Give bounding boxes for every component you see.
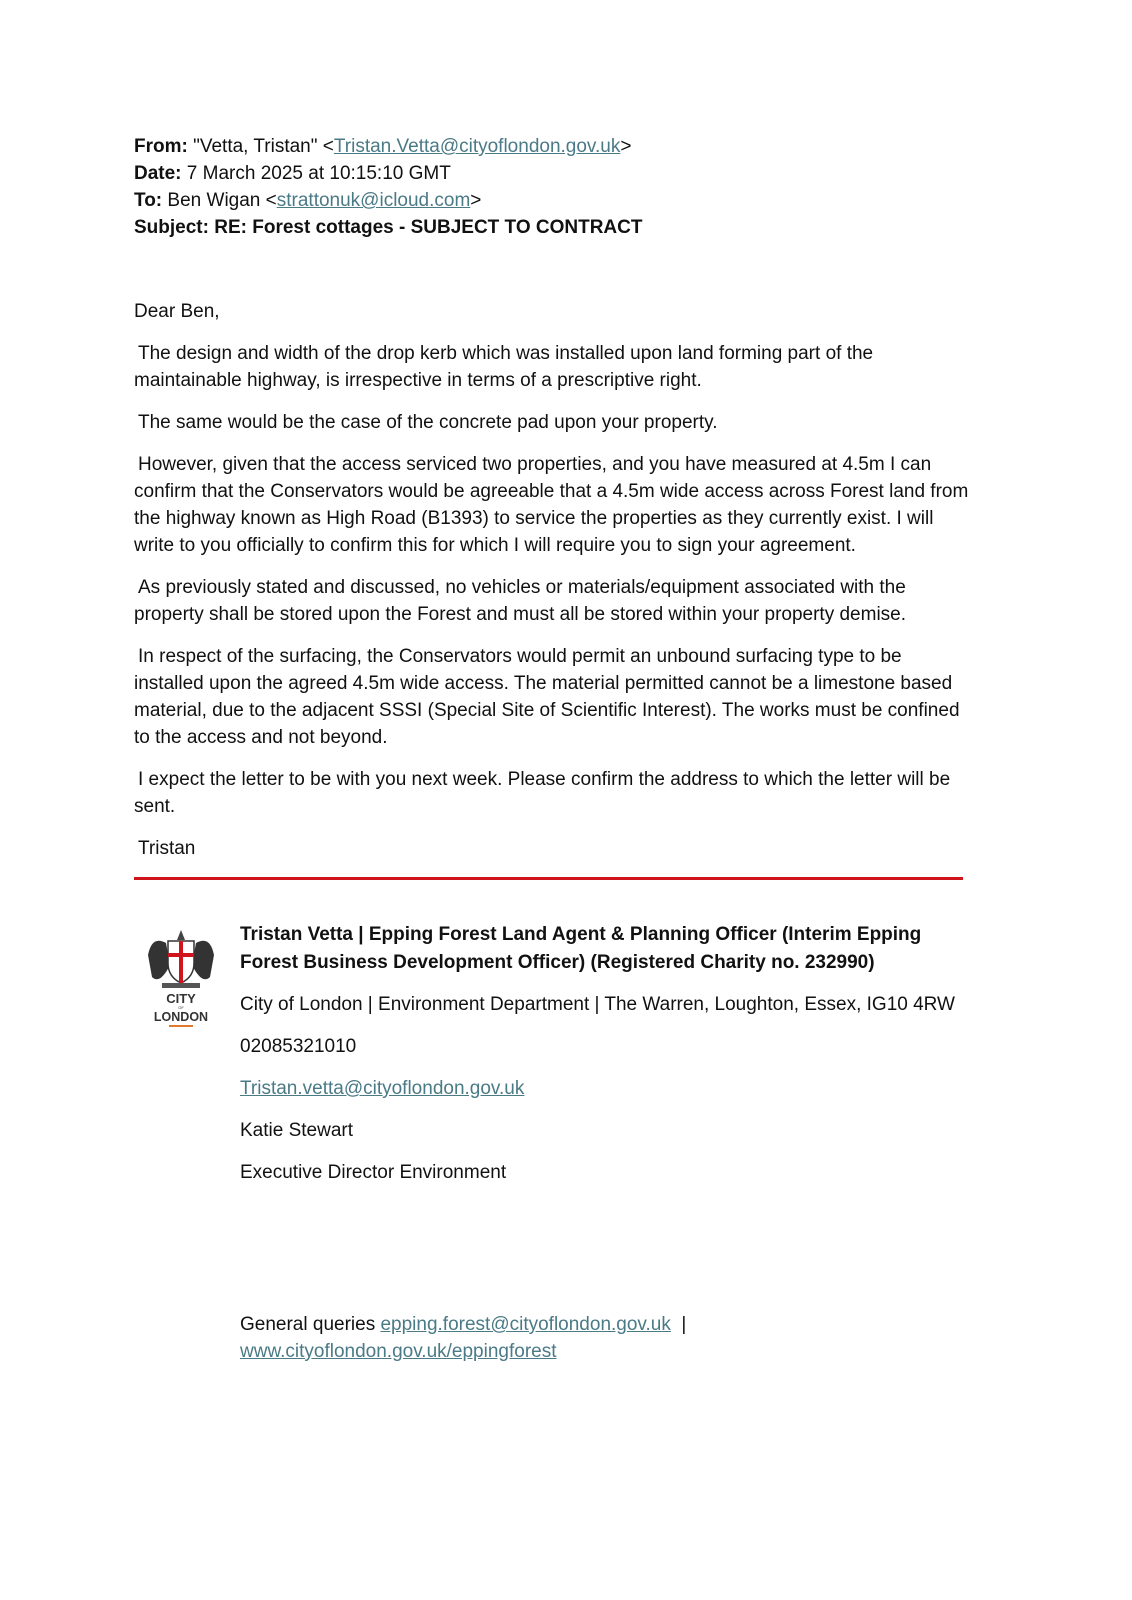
signature-address: City of London | Environment Department | The Warren, Loughton, Essex, IG10 4RW xyxy=(240,994,955,1015)
signature-email-link[interactable]: Tristan.vetta@cityoflondon.gov.uk xyxy=(240,1078,525,1099)
paragraph: The same would be the case of the concrete pad upon your property. xyxy=(138,412,718,433)
email-body xyxy=(134,298,974,877)
paragraph: In respect of the surfacing, the Conservators would permit an unbound surfacing type to be installed upon the agreed 4.5m wide access. The material permitted cannot be a limestone based material, due to the adjacent SSSI (Special Site of Scientific Interest). The works must be confined to the access and not beyond. xyxy=(134,646,960,748)
paragraph: However, given that the access serviced two properties, and you have measured at 4.5m I can confirm that the Conservators would be agreeable that a 4.5m wide access across Forest land from the highway known as High Road (B1393) to service the properties as they currently exist. I will write to you officially to confirm this for which I will require you to sign your agreement. xyxy=(134,454,969,556)
city-of-london-logo xyxy=(142,925,220,1035)
director-name: Katie Stewart xyxy=(240,1120,353,1141)
footer xyxy=(240,1311,960,1365)
email-header xyxy=(134,133,642,241)
signoff: Tristan xyxy=(138,838,196,859)
email-signature xyxy=(240,921,960,1201)
paragraph: As previously stated and discussed, no vehicles or materials/equipment associated with the property shall be stored upon the Forest and must all be stored within your property demise. xyxy=(134,577,907,625)
to-email-link[interactable]: strattonuk@icloud.com xyxy=(276,190,471,211)
director-title: Executive Director Environment xyxy=(240,1162,507,1183)
paragraph: The design and width of the drop kerb which was installed upon land forming part of the maintainable highway, is irrespective in terms of a prescriptive right. xyxy=(134,343,874,391)
svg-text:OF: OF xyxy=(178,1005,184,1010)
website-link[interactable]: www.cityoflondon.gov.uk/eppingforest xyxy=(240,1341,557,1362)
svg-text:CITY: CITY xyxy=(166,991,196,1006)
signature-divider xyxy=(134,877,963,880)
queries-email-link[interactable]: epping.forest@cityoflondon.gov.uk xyxy=(380,1314,671,1335)
date-line: Date: 7 March 2025 at 10:15:10 GMT xyxy=(134,163,451,184)
from-line: From: "Vetta, Tristan" <Tristan.Vetta@cityoflondon.gov.uk> xyxy=(134,136,632,157)
subject-line: Subject: RE: Forest cottages - SUBJECT TO CONTRACT xyxy=(134,217,643,238)
queries-label: General queries xyxy=(240,1314,381,1335)
greeting: Dear Ben, xyxy=(134,301,220,322)
paragraph: I expect the letter to be with you next week. Please confirm the address to which the letter will be sent. xyxy=(134,769,951,817)
signature-phone: 02085321010 xyxy=(240,1036,357,1057)
separator: | xyxy=(670,1314,687,1335)
from-email-link[interactable]: Tristan.Vetta@cityoflondon.gov.uk xyxy=(333,136,621,157)
to-line: To: Ben Wigan <strattonuk@icloud.com> xyxy=(134,190,482,211)
signature-title: Tristan Vetta | Epping Forest Land Agent & Planning Officer (Interim Epping Forest Business Development Officer) (Registered Charity no. 232990) xyxy=(240,924,922,973)
svg-text:LONDON: LONDON xyxy=(153,1010,209,1024)
